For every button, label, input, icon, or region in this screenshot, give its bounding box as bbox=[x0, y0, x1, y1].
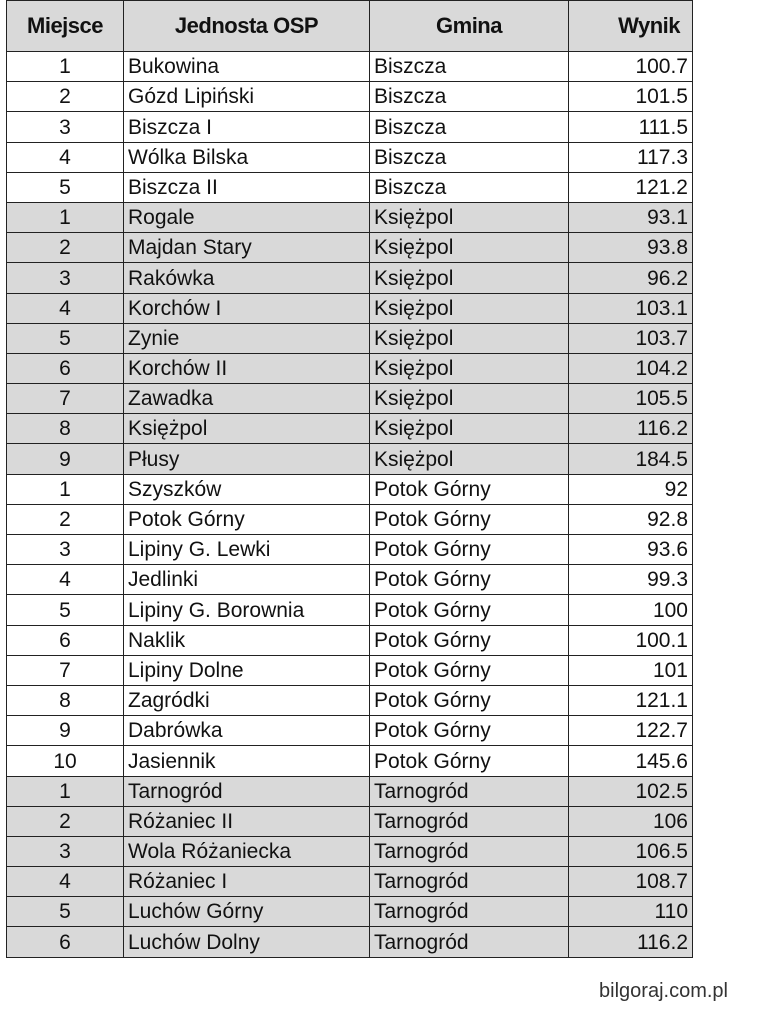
table-row bbox=[7, 867, 693, 897]
table-row bbox=[7, 565, 693, 595]
cell-commune: Tarnogród bbox=[370, 806, 569, 836]
cell-commune: Biszcza bbox=[370, 172, 569, 202]
cell-place: 5 bbox=[7, 172, 124, 202]
cell-commune: Potok Górny bbox=[370, 535, 569, 565]
cell-unit: Biszcza I bbox=[124, 112, 370, 142]
cell-commune: Potok Górny bbox=[370, 625, 569, 655]
table-header bbox=[7, 1, 693, 52]
cell-score: 92 bbox=[569, 474, 693, 504]
cell-commune: Księżpol bbox=[370, 293, 569, 323]
table-row bbox=[7, 52, 693, 82]
cell-unit: Jasiennik bbox=[124, 746, 370, 776]
cell-score: 104.2 bbox=[569, 353, 693, 383]
cell-score: 116.2 bbox=[569, 927, 693, 957]
cell-place: 2 bbox=[7, 806, 124, 836]
table-row bbox=[7, 384, 693, 414]
cell-unit: Lipiny G. Lewki bbox=[124, 535, 370, 565]
cell-unit: Biszcza II bbox=[124, 172, 370, 202]
header-score: Wynik bbox=[569, 1, 693, 52]
table-body bbox=[7, 52, 693, 958]
cell-place: 4 bbox=[7, 142, 124, 172]
cell-place: 5 bbox=[7, 595, 124, 625]
cell-score: 121.2 bbox=[569, 172, 693, 202]
cell-unit: Płusy bbox=[124, 444, 370, 474]
cell-score: 184.5 bbox=[569, 444, 693, 474]
cell-score: 101.5 bbox=[569, 82, 693, 112]
cell-score: 100 bbox=[569, 595, 693, 625]
cell-score: 102.5 bbox=[569, 776, 693, 806]
cell-place: 4 bbox=[7, 293, 124, 323]
table-row bbox=[7, 202, 693, 232]
cell-unit: Bukowina bbox=[124, 52, 370, 82]
cell-commune: Potok Górny bbox=[370, 655, 569, 685]
cell-unit: Potok Górny bbox=[124, 504, 370, 534]
cell-unit: Gózd Lipiński bbox=[124, 82, 370, 112]
table-row bbox=[7, 414, 693, 444]
cell-place: 8 bbox=[7, 685, 124, 715]
header-unit: Jednosta OSP bbox=[124, 1, 370, 52]
cell-place: 9 bbox=[7, 716, 124, 746]
cell-unit: Zynie bbox=[124, 323, 370, 353]
cell-commune: Potok Górny bbox=[370, 746, 569, 776]
cell-score: 106 bbox=[569, 806, 693, 836]
header-place: Miejsce bbox=[7, 1, 124, 52]
cell-place: 1 bbox=[7, 776, 124, 806]
watermark: bilgoraj.com.pl bbox=[599, 980, 728, 1002]
table-row bbox=[7, 233, 693, 263]
cell-score: 117.3 bbox=[569, 142, 693, 172]
cell-commune: Potok Górny bbox=[370, 716, 569, 746]
cell-place: 1 bbox=[7, 474, 124, 504]
cell-unit: Różaniec II bbox=[124, 806, 370, 836]
cell-commune: Tarnogród bbox=[370, 927, 569, 957]
table-row bbox=[7, 112, 693, 142]
cell-commune: Potok Górny bbox=[370, 685, 569, 715]
table-row bbox=[7, 504, 693, 534]
cell-place: 1 bbox=[7, 52, 124, 82]
cell-unit: Księżpol bbox=[124, 414, 370, 444]
cell-unit: Majdan Stary bbox=[124, 233, 370, 263]
table-row bbox=[7, 474, 693, 504]
cell-unit: Korchów I bbox=[124, 293, 370, 323]
cell-commune: Księżpol bbox=[370, 263, 569, 293]
cell-unit: Zawadka bbox=[124, 384, 370, 414]
cell-unit: Rogale bbox=[124, 202, 370, 232]
cell-commune: Księżpol bbox=[370, 353, 569, 383]
cell-score: 121.1 bbox=[569, 685, 693, 715]
table-row bbox=[7, 444, 693, 474]
cell-commune: Biszcza bbox=[370, 52, 569, 82]
table-row bbox=[7, 263, 693, 293]
cell-score: 96.2 bbox=[569, 263, 693, 293]
table-row bbox=[7, 142, 693, 172]
table-row bbox=[7, 595, 693, 625]
cell-unit: Lipiny G. Borownia bbox=[124, 595, 370, 625]
table-row bbox=[7, 836, 693, 866]
cell-unit: Luchów Dolny bbox=[124, 927, 370, 957]
cell-commune: Księżpol bbox=[370, 384, 569, 414]
cell-score: 99.3 bbox=[569, 565, 693, 595]
cell-place: 3 bbox=[7, 535, 124, 565]
cell-place: 4 bbox=[7, 867, 124, 897]
cell-place: 3 bbox=[7, 836, 124, 866]
cell-unit: Wólka Bilska bbox=[124, 142, 370, 172]
table-row bbox=[7, 776, 693, 806]
cell-commune: Biszcza bbox=[370, 82, 569, 112]
cell-score: 93.6 bbox=[569, 535, 693, 565]
cell-score: 100.7 bbox=[569, 52, 693, 82]
cell-place: 9 bbox=[7, 444, 124, 474]
results-table bbox=[6, 0, 693, 958]
table-row bbox=[7, 82, 693, 112]
cell-place: 5 bbox=[7, 323, 124, 353]
table-row bbox=[7, 897, 693, 927]
cell-place: 2 bbox=[7, 233, 124, 263]
cell-commune: Księżpol bbox=[370, 202, 569, 232]
table-row bbox=[7, 293, 693, 323]
cell-unit: Korchów II bbox=[124, 353, 370, 383]
table-row bbox=[7, 746, 693, 776]
cell-commune: Księżpol bbox=[370, 323, 569, 353]
cell-score: 106.5 bbox=[569, 836, 693, 866]
cell-score: 145.6 bbox=[569, 746, 693, 776]
table-row bbox=[7, 685, 693, 715]
cell-unit: Naklik bbox=[124, 625, 370, 655]
cell-commune: Tarnogród bbox=[370, 776, 569, 806]
table-row bbox=[7, 172, 693, 202]
cell-commune: Potok Górny bbox=[370, 474, 569, 504]
cell-unit: Różaniec I bbox=[124, 867, 370, 897]
cell-score: 110 bbox=[569, 897, 693, 927]
cell-unit: Jedlinki bbox=[124, 565, 370, 595]
cell-place: 1 bbox=[7, 202, 124, 232]
cell-commune: Tarnogród bbox=[370, 867, 569, 897]
header-row bbox=[7, 1, 693, 52]
cell-unit: Szyszków bbox=[124, 474, 370, 504]
cell-commune: Księżpol bbox=[370, 444, 569, 474]
cell-commune: Tarnogród bbox=[370, 836, 569, 866]
cell-commune: Potok Górny bbox=[370, 504, 569, 534]
cell-unit: Wola Różaniecka bbox=[124, 836, 370, 866]
cell-commune: Księżpol bbox=[370, 414, 569, 444]
cell-score: 122.7 bbox=[569, 716, 693, 746]
cell-place: 2 bbox=[7, 82, 124, 112]
cell-place: 3 bbox=[7, 112, 124, 142]
cell-unit: Rakówka bbox=[124, 263, 370, 293]
table-row bbox=[7, 323, 693, 353]
cell-place: 3 bbox=[7, 263, 124, 293]
cell-place: 2 bbox=[7, 504, 124, 534]
cell-commune: Potok Górny bbox=[370, 565, 569, 595]
cell-score: 101 bbox=[569, 655, 693, 685]
cell-unit: Zagródki bbox=[124, 685, 370, 715]
cell-commune: Księżpol bbox=[370, 233, 569, 263]
table-row bbox=[7, 535, 693, 565]
cell-place: 10 bbox=[7, 746, 124, 776]
cell-score: 93.1 bbox=[569, 202, 693, 232]
table-row bbox=[7, 927, 693, 957]
cell-unit: Lipiny Dolne bbox=[124, 655, 370, 685]
cell-unit: Tarnogród bbox=[124, 776, 370, 806]
cell-place: 7 bbox=[7, 655, 124, 685]
cell-place: 7 bbox=[7, 384, 124, 414]
cell-place: 5 bbox=[7, 897, 124, 927]
cell-score: 116.2 bbox=[569, 414, 693, 444]
table-row bbox=[7, 655, 693, 685]
cell-place: 6 bbox=[7, 625, 124, 655]
cell-score: 111.5 bbox=[569, 112, 693, 142]
cell-commune: Tarnogród bbox=[370, 897, 569, 927]
cell-commune: Potok Górny bbox=[370, 595, 569, 625]
table-row bbox=[7, 625, 693, 655]
cell-score: 103.7 bbox=[569, 323, 693, 353]
cell-score: 100.1 bbox=[569, 625, 693, 655]
cell-commune: Biszcza bbox=[370, 112, 569, 142]
cell-place: 4 bbox=[7, 565, 124, 595]
cell-score: 105.5 bbox=[569, 384, 693, 414]
cell-score: 103.1 bbox=[569, 293, 693, 323]
cell-commune: Biszcza bbox=[370, 142, 569, 172]
cell-unit: Luchów Górny bbox=[124, 897, 370, 927]
table-row bbox=[7, 353, 693, 383]
cell-place: 6 bbox=[7, 353, 124, 383]
cell-score: 108.7 bbox=[569, 867, 693, 897]
table-row bbox=[7, 716, 693, 746]
cell-score: 93.8 bbox=[569, 233, 693, 263]
cell-score: 92.8 bbox=[569, 504, 693, 534]
cell-place: 6 bbox=[7, 927, 124, 957]
table-row bbox=[7, 806, 693, 836]
cell-unit: Dabrówka bbox=[124, 716, 370, 746]
header-commune: Gmina bbox=[370, 1, 569, 52]
cell-place: 8 bbox=[7, 414, 124, 444]
